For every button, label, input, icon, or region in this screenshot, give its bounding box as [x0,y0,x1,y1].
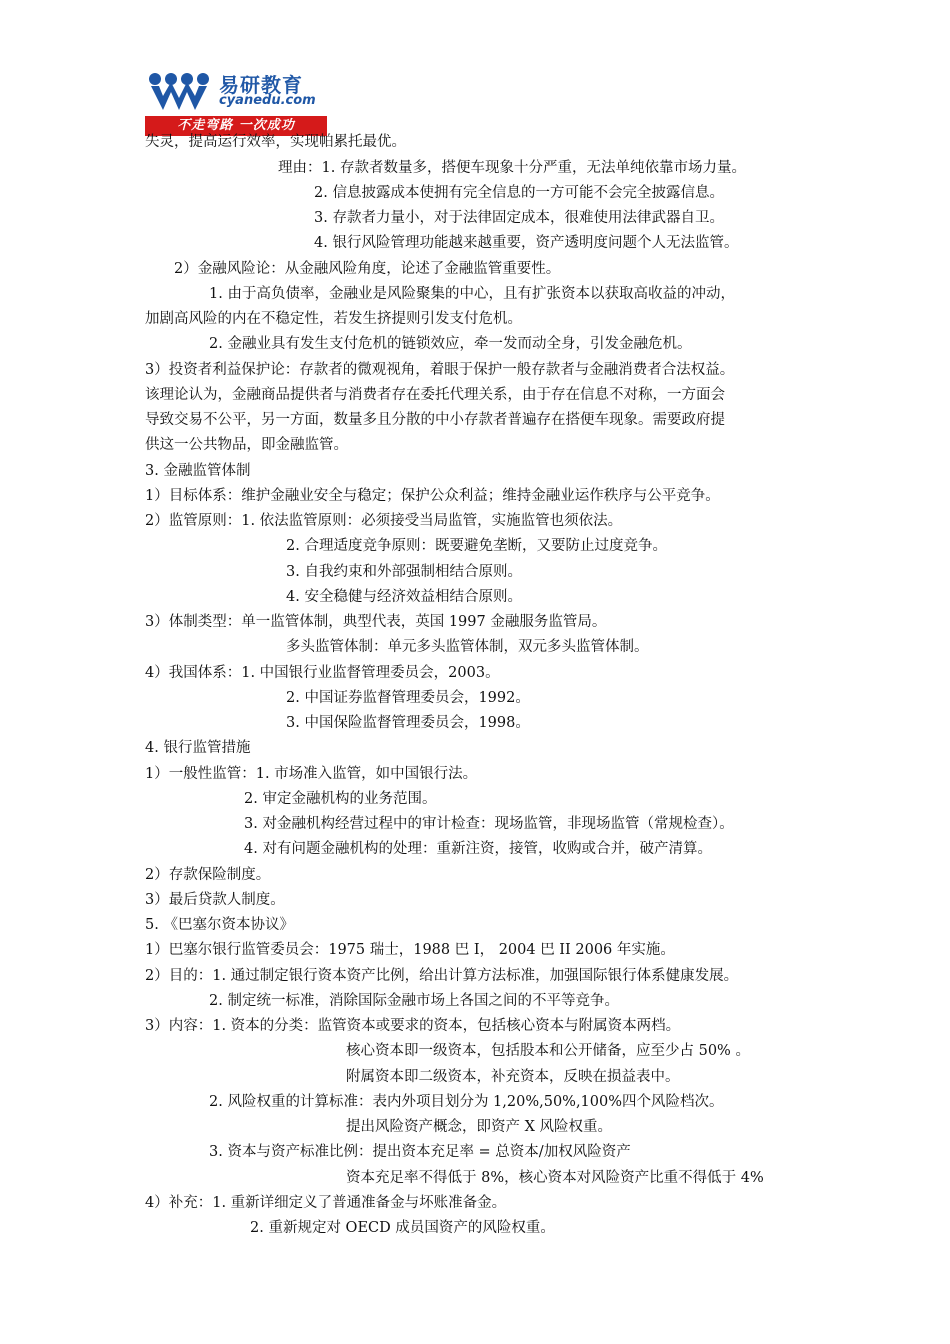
text-line: 加剧高风险的内在不稳定性，若发生挤提则引发支付危机。 [145,311,522,327]
logo-brand-text: 易研教育 [219,73,303,97]
logo-mark-icon [147,70,209,114]
text-line: 资本充足率不得低于 8%，核心资本对风险资产比重不得低于 4% [346,1170,764,1186]
text-line: 2）存款保险制度。 [145,867,271,883]
logo-slogan: 不走弯路 一次成功 [145,116,327,136]
text-line: 多头监管体制：单元多头监管体制，双元多头监管体制。 [286,639,649,655]
section-heading: 4. 银行监管措施 [145,740,251,756]
text-line: 4. 安全稳健与经济效益相结合原则。 [286,589,522,605]
logo-domain-text: cyanedu.com [219,93,316,108]
text-line: 3. 存款者力量小，对于法律固定成本，很难使用法律武器自卫。 [314,210,724,226]
text-line: 4. 银行风险管理功能越来越重要，资产透明度问题个人无法监管。 [314,235,739,251]
text-line: 4. 对有问题金融机构的处理：重新注资，接管，收购或合并，破产清算。 [244,841,712,857]
brand-logo [145,66,327,138]
text-line: 2. 合理适度竞争原则：既要避免垄断，又要防止过度竞争。 [286,538,667,554]
text-line: 3）体制类型：单一监管体制，典型代表，英国 1997 金融服务监管局。 [145,614,607,630]
text-line: 2. 金融业具有发生支付危机的链锁效应，牵一发而动全身，引发金融危机。 [209,336,692,352]
section-heading: 3. 金融监管体制 [145,463,251,479]
text-line: 2）目的：1. 通过制定银行资本资产比例，给出计算方法标准，加强国际银行体系健康发展。 [145,968,739,984]
text-line: 3）内容：1. 资本的分类：监管资本或要求的资本，包括核心资本与附属资本两档。 [145,1018,681,1034]
text-line: 供这一公共物品，即金融监管。 [145,437,348,453]
logo-top [145,66,327,116]
text-line: 1）一般性监管：1. 市场准入监管，如中国银行法。 [145,766,478,782]
text-line: 4）我国体系：1. 中国银行业监督管理委员会，2003。 [145,665,500,681]
text-line: 导致交易不公平，另一方面，数量多且分散的中小存款者普遍存在搭便车现象。需要政府提 [145,412,725,428]
text-line: 理由：1. 存款者数量多，搭便车现象十分严重，无法单纯依靠市场力量。 [278,160,746,176]
text-line: 2）金融风险论：从金融风险角度，论述了金融监管重要性。 [174,261,561,277]
text-line: 2. 中国证券监督管理委员会，1992。 [286,690,530,706]
text-line: 提出风险资产概念，即资产 X 风险权重。 [346,1119,613,1135]
text-line: 3）投资者利益保护论：存款者的微观视角，着眼于保护一般存款者与金融消费者合法权益。 [145,362,735,378]
text-line: 2. 重新规定对 OECD 成员国资产的风险权重。 [250,1220,555,1236]
text-line: 2. 审定金融机构的业务范围。 [244,791,437,807]
text-line: 该理论认为，金融商品提供者与消费者存在委托代理关系，由于存在信息不对称，一方面会 [145,387,725,403]
text-line: 3）最后贷款人制度。 [145,892,285,908]
text-line: 1）目标体系：维护金融业安全与稳定；保护公众利益；维持金融业运作秩序与公平竞争。 [145,488,720,504]
text-line: 3. 自我约束和外部强制相结合原则。 [286,564,522,580]
text-line: 3. 资本与资产标准比例：提出资本充足率 = 总资本/加权风险资产 [209,1144,631,1160]
text-line: 4）补充：1. 重新详细定义了普通准备金与坏账准备金。 [145,1195,507,1211]
text-line: 1）巴塞尔银行监管委员会：1975 瑞士，1988 巴 I， 2004 巴 II 2006 年实施。 [145,942,675,958]
section-heading: 5. 《巴塞尔资本协议》 [145,917,294,933]
text-line: 1. 由于高负债率，金融业是风险聚集的中心，且有扩张资本以获取高收益的冲动， [209,286,735,302]
text-line: 附属资本即二级资本，补充资本，反映在损益表中。 [346,1069,680,1085]
text-line: 2. 风险权重的计算标准：表内外项目划分为 1,20%,50%,100%四个风险档次。 [209,1094,724,1110]
text-line: 3. 对金融机构经营过程中的审计检查：现场监管，非现场监管（常规检查）。 [244,816,734,832]
text-line: 2）监管原则：1. 依法监管原则：必须接受当局监管，实施监管也须依法。 [145,513,623,529]
text-line: 失灵，提高运行效率，实现帕累托最优。 [145,134,406,150]
text-line: 2. 制定统一标准，消除国际金融市场上各国之间的不平等竞争。 [209,993,619,1009]
text-line: 核心资本即一级资本，包括股本和公开储备，应至少占 50% 。 [346,1043,750,1059]
text-line: 3. 中国保险监督管理委员会，1998。 [286,715,530,731]
text-line: 2. 信息披露成本使拥有完全信息的一方可能不会完全披露信息。 [314,185,724,201]
